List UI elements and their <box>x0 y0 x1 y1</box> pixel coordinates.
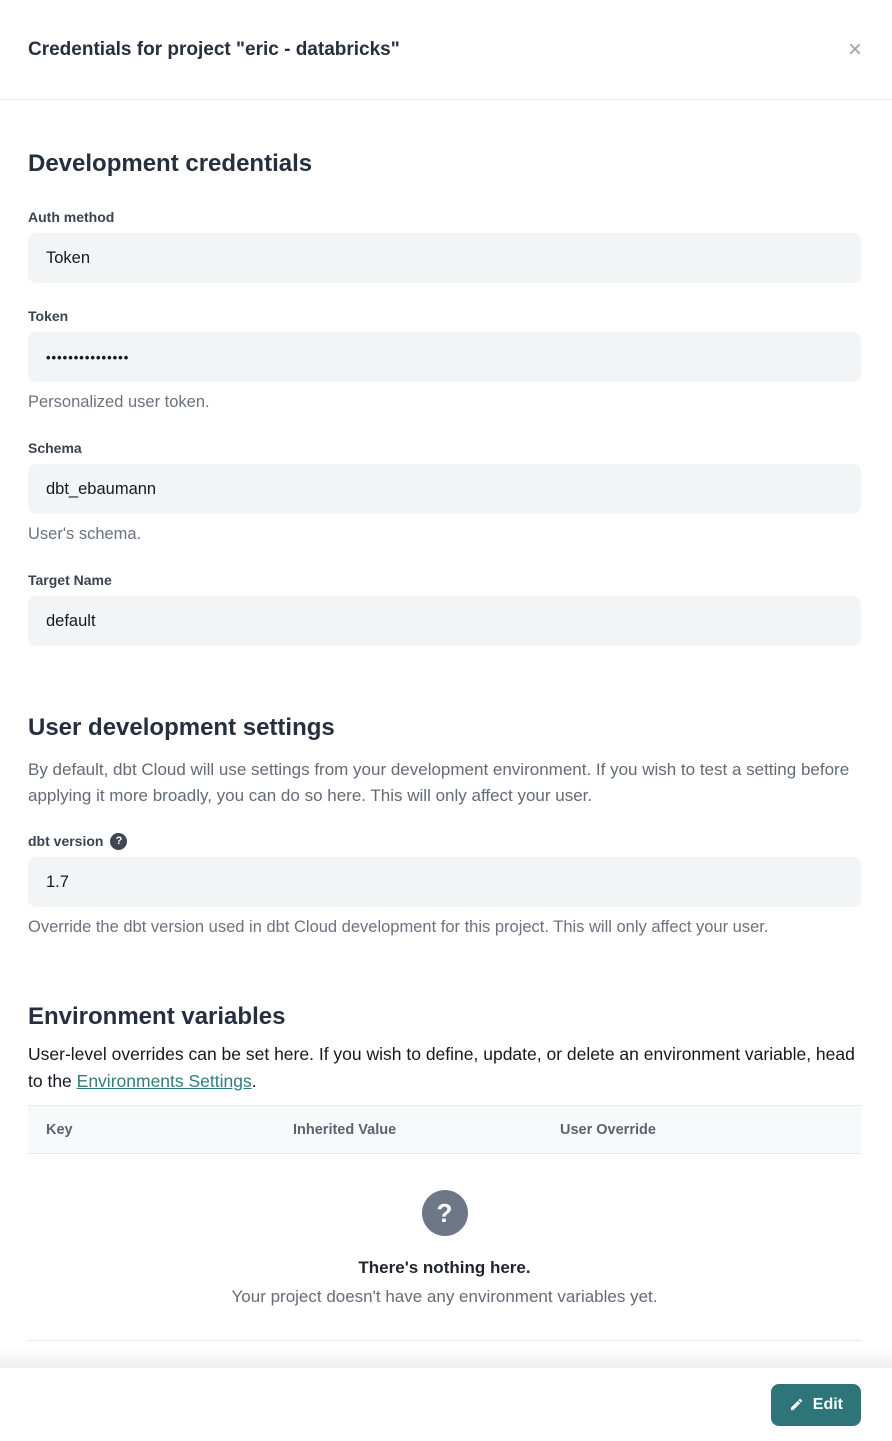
section-user-development-settings <box>28 712 861 938</box>
target-name-label: Target Name <box>28 572 112 588</box>
pencil-icon <box>789 1397 804 1412</box>
modal-footer <box>0 1368 892 1441</box>
env-description-text: User-level overrides can be set here. If you wish to define, update, or delete an environment variable, head to the <box>28 1044 855 1091</box>
token-field[interactable]: ••••••••••••••• <box>28 332 861 382</box>
column-header-key: Key <box>46 1121 73 1138</box>
edit-button[interactable] <box>771 1384 861 1426</box>
section-environment-variables <box>28 1001 861 1341</box>
user-development-settings-description: By default, dbt Cloud will use settings from your development environment. If you wish to test a setting before applying it more broadly, you can do so here. This will only affect your user. <box>28 760 850 805</box>
dbt-version-group <box>28 832 861 938</box>
dbt-version-helper-text: Override the dbt version used in dbt Cloud development for this project. This will only affect your user. <box>28 918 769 936</box>
env-vars-table-header <box>28 1105 861 1154</box>
schema-label: Schema <box>28 440 82 456</box>
empty-state-subtitle: Your project doesn't have any environment variables yet. <box>231 1287 658 1306</box>
token-helper-text: Personalized user token. <box>28 393 210 411</box>
environments-settings-link[interactable]: Environments Settings <box>76 1071 252 1091</box>
auth-method-label: Auth method <box>28 209 115 225</box>
dbt-version-field[interactable]: 1.7 <box>28 857 861 907</box>
target-name-group <box>28 571 861 646</box>
token-group <box>28 307 861 413</box>
modal-header <box>0 0 892 100</box>
env-vars-empty-state <box>28 1154 861 1341</box>
column-header-inherited-value: Inherited Value <box>293 1121 397 1138</box>
column-header-user-override: User Override <box>560 1121 656 1138</box>
token-label: Token <box>28 308 69 324</box>
help-icon[interactable]: ? <box>110 833 127 850</box>
target-name-field[interactable]: default <box>28 596 861 646</box>
dbt-version-label: dbt version <box>28 833 104 849</box>
environment-variables-heading: Environment variables <box>28 1003 286 1030</box>
auth-method-field[interactable]: Token <box>28 233 861 283</box>
schema-field[interactable]: dbt_ebaumann <box>28 464 861 514</box>
environment-variables-description <box>28 1041 861 1095</box>
footer-top-shadow <box>0 1348 892 1368</box>
modal-content <box>0 148 892 1341</box>
empty-state-title: There's nothing here. <box>358 1258 531 1277</box>
env-description-period: . <box>251 1071 257 1091</box>
auth-method-group <box>28 208 861 283</box>
question-mark-icon: ? <box>422 1190 468 1236</box>
edit-button-label: Edit <box>812 1395 843 1413</box>
development-credentials-heading: Development credentials <box>28 150 313 177</box>
section-development-credentials <box>28 148 861 646</box>
modal-title: Credentials for project "eric - databricks" <box>28 38 400 60</box>
close-icon[interactable]: × <box>844 34 866 66</box>
dbt-version-label-row <box>28 832 861 850</box>
schema-helper-text: User's schema. <box>28 525 142 543</box>
user-development-settings-heading: User development settings <box>28 714 335 741</box>
schema-group <box>28 439 861 545</box>
